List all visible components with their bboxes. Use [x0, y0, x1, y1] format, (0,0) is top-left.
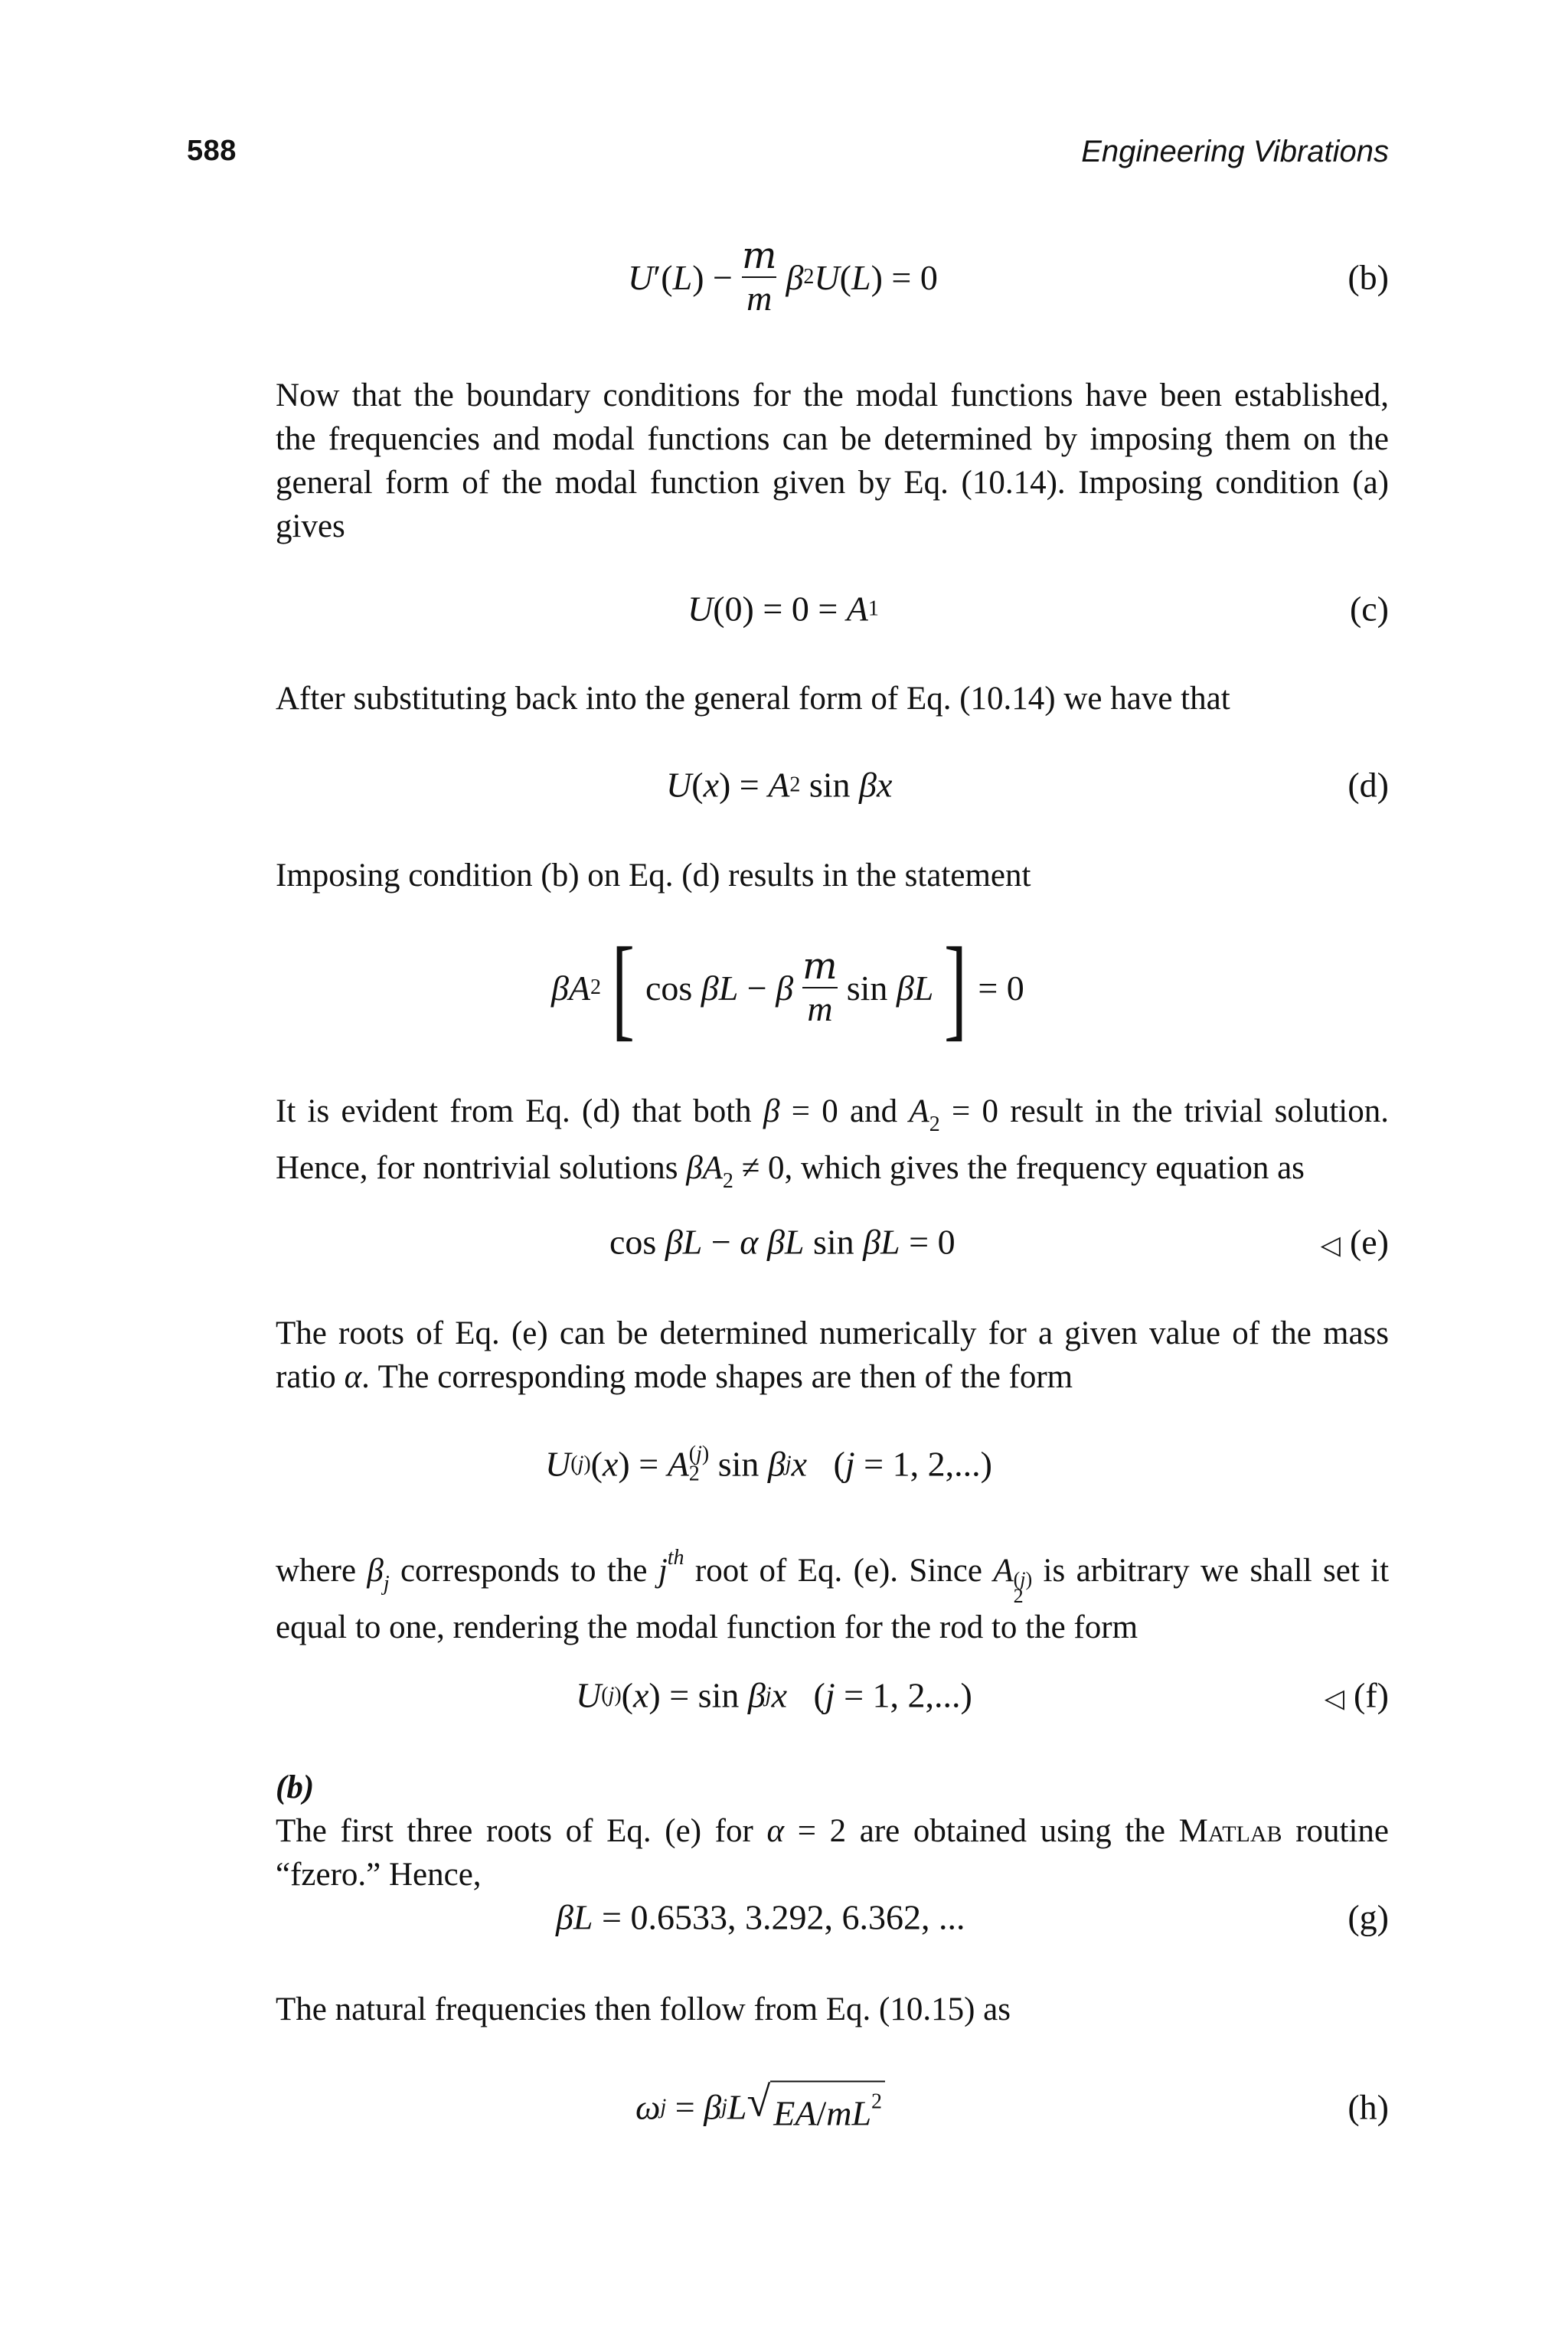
equation-d [0, 765, 1568, 805]
equation-g-values: 0.6533, 3.292, 6.362, ... [630, 1897, 965, 1937]
equation-b-math: U ′( L ) − $\frac{m}{m}$ β 2 U ( L ) = 0 [628, 234, 938, 318]
equation-e [0, 1222, 1568, 1262]
running-title: Engineering Vibrations [1081, 135, 1389, 168]
equation-b-tag: (b) [1348, 257, 1389, 297]
equation-c-tag: (c) [1349, 589, 1389, 629]
equation-e-tag: ◁ (e) [1320, 1222, 1389, 1262]
equation-h-tag: (h) [1348, 2087, 1389, 2127]
equation-b [0, 234, 1568, 318]
paragraph-trivial-solution: It is evident from Eq. (d) that both β = 0 and $A_2 = 0$ result in the trivial solution. Hence, for nontrivial solutions $\beta A_2 \ne 0$, which gives the frequency equation as [276, 1093, 1390, 1193]
equation-g [0, 1897, 1568, 1937]
paragraph-first-three-roots: The first three roots of Eq. (e) for α = 2 are obtained using the Matlab routine “fzero.” Hence, [276, 1813, 1389, 1893]
key-equation-marker-icon: ◁ [1324, 1684, 1345, 1714]
paragraph-imposing-b: Imposing condition (b) on Eq. (d) results in the statement [276, 858, 1031, 894]
equation-d-tag: (d) [1348, 765, 1389, 805]
equation-mode-shapes-math: U (j) ( x ) = A (j) 2 sin β j x ( j = 1, 2,...) [545, 1442, 992, 1485]
equation-bracket-math: βA 2 [ cos βL − β $\frac{m}{m}$ sin βL ] = 0 [551, 924, 1024, 1051]
equation-f-math: U (j) ( x ) = sin β j x ( j = 1, 2,...) [576, 1675, 972, 1715]
square-root: √ $EA/mL^2$ [747, 2081, 886, 2134]
equation-c-math: U (0) = 0 = A 1 [688, 589, 879, 629]
left-bracket: [ [612, 924, 635, 1051]
equation-mode-shapes [0, 1442, 1568, 1485]
right-bracket: ] [944, 924, 968, 1051]
equation-g-math: βL = 0.6533, 3.292, 6.362, ... [556, 1897, 965, 1937]
page-number: 588 [187, 135, 237, 167]
equation-d-math: U ( x ) = A 2 sin βx [666, 765, 893, 805]
paragraph-beta-j: where $\beta_j$ corresponds to the $j^{th}$ root of Eq. (e). Since A (j) 2 is arbitrary we shall set it equal to one, rendering the modal function for the rod to the form [276, 1546, 1390, 1645]
part-b-label: (b) [276, 1769, 315, 1805]
key-equation-marker-icon: ◁ [1320, 1231, 1341, 1260]
equation-h-math: ω j = β j L √ $EA/mL^2$ [635, 2081, 885, 2134]
equation-g-tag: (g) [1348, 1897, 1389, 1937]
paragraph-natural-frequencies: The natural frequencies then follow from Eq. (10.15) as [276, 1991, 1011, 2027]
paragraph-boundary-conditions: Now that the boundary conditions for the modal functions have been established, the frequencies and modal functions can be determined by imposing them on the general form of the modal function given by Eq. (10.14). Imposing condition (a) gives [276, 377, 1389, 544]
paragraph-substituting: After substituting back into the general form of Eq. (10.14) we have that [276, 681, 1230, 717]
equation-h [0, 2078, 1568, 2133]
paragraph-roots: The roots of Eq. (e) can be determined numerically for a given value of the mass ratio α. The corresponding mode shapes are then of the form [276, 1315, 1389, 1395]
equation-e-math: cos βL − α βL sin βL = 0 [609, 1222, 956, 1262]
equation-f [0, 1675, 1568, 1715]
equation-f-tag: ◁ (f) [1324, 1675, 1389, 1715]
